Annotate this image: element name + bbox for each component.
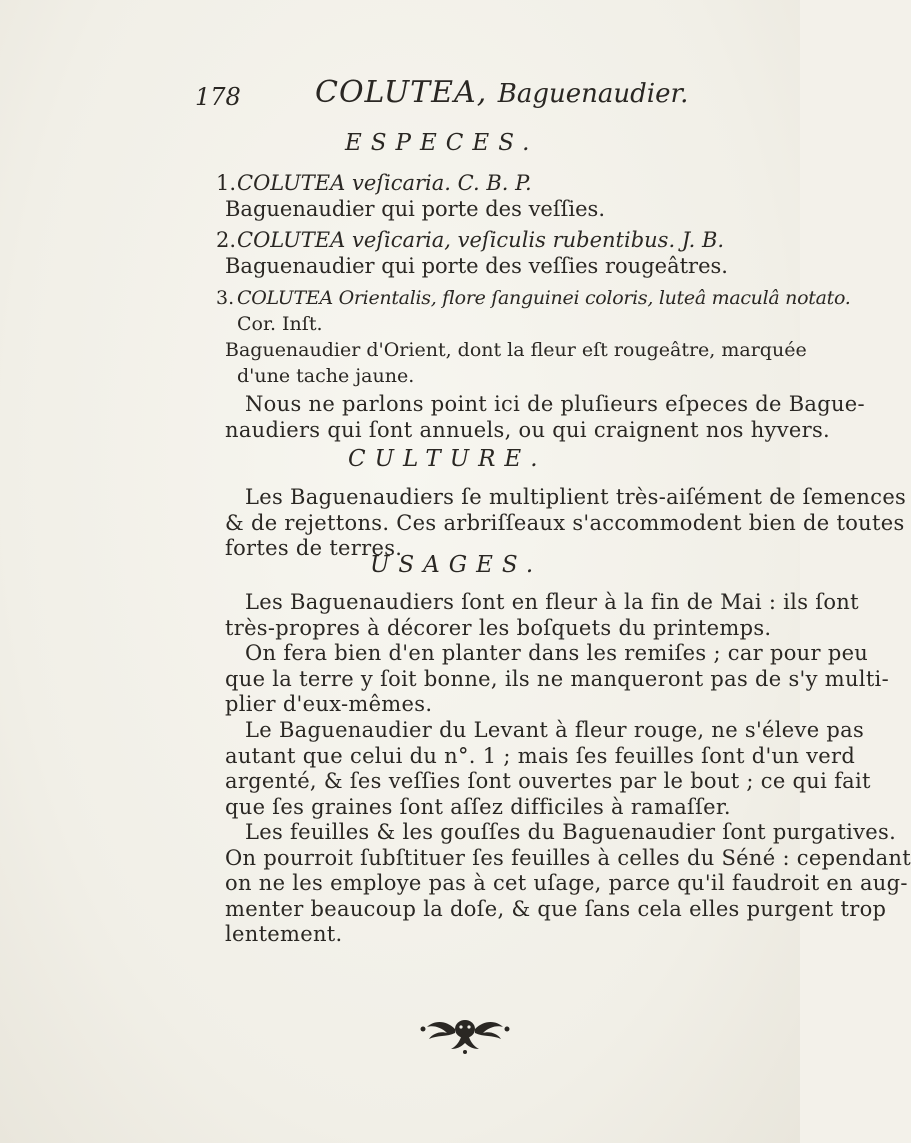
text-line: naudiers qui ſont annuels, ou qui craignent nos hyvers.: [225, 417, 830, 442]
entry-french-name: Baguenaudier qui porte des veſſies.: [225, 197, 605, 221]
text-line: Le Baguenaudier du Levant à fleur rouge, ne s'éleve pas: [245, 718, 865, 742]
species-entry-1: [216, 170, 765, 222]
paragraph-culture: [225, 485, 907, 562]
entry-number: 1.: [216, 171, 237, 195]
entry-latin-name: COLUTEA veſicaria, veſiculis rubentibus. J. B.: [237, 228, 725, 252]
entry-latin-name: COLUTEA Orientalis, flore ſanguinei coloris, luteâ maculâ notato.: [237, 287, 851, 309]
text-line: On fera bien d'en planter dans les remiſes ; car pour peu: [245, 641, 869, 665]
entry-number: 2.: [216, 228, 237, 252]
text-line: menter beaucoup la doſe, & que ſans cela elles purgent trop: [225, 896, 887, 921]
paragraph-usages-1: [225, 590, 859, 641]
entry-number: 3.: [216, 287, 235, 309]
text-line: on ne les employe pas à cet uſage, parce qu'il faudroit en aug-: [225, 871, 908, 895]
species-entry-2: [216, 227, 765, 279]
paragraph-nous: [225, 392, 865, 443]
text-line: que la terre y ſoit bonne, ils ne manqueront pas de s'y multi-: [225, 666, 889, 691]
paragraph-usages-4: [225, 820, 911, 948]
text-line: très-propres à décorer les boſquets du printemps.: [225, 615, 772, 640]
running-head: [315, 75, 688, 110]
entry-french-name: Baguenaudier d'Orient, dont la fleur eſt rougeâtre, marquée: [225, 339, 807, 361]
section-title-especes: ESPECES.: [345, 130, 539, 156]
fleuron-icon: [415, 1015, 515, 1055]
running-head-subtitle: Baguenaudier.: [497, 79, 689, 109]
entry-latin-name: COLUTEA veſicaria. C. B. P.: [237, 171, 532, 195]
entry-french-name-cont: d'une tache jaune.: [237, 365, 415, 387]
section-title-usages: USAGES.: [370, 552, 543, 578]
entry-french-name: Baguenaudier qui porte des veſſies rougeâtres.: [225, 254, 728, 278]
text-line: fortes de terres.: [225, 536, 403, 560]
entry-author: Cor. Inſt.: [237, 313, 323, 335]
text-line: autant que celui du n°. 1 ; mais ſes feuilles ſont d'un verd: [225, 743, 856, 768]
text-line: que ſes graines ſont aſſez difficiles à ramaſſer.: [225, 794, 731, 819]
text-line: Les Baguenaudiers ſont en fleur à la fin de Mai : ils ſont: [245, 590, 859, 614]
text-line: & de rejettons. Ces arbriſſeaux s'accommodent bien de toutes: [225, 510, 905, 535]
text-line: On pourroit ſubſtituer ſes feuilles à celles du Séné : cependant: [225, 845, 911, 870]
species-entry-3: [216, 285, 851, 389]
text-line: plier d'eux-mêmes.: [225, 692, 433, 716]
paragraph-usages-3: [225, 718, 871, 820]
page-header: [195, 75, 755, 115]
text-line: Les Baguenaudiers ſe multiplient très-aiſément de ſemences: [245, 485, 907, 509]
page-number: 178: [195, 83, 241, 111]
paragraph-usages-2: [225, 641, 889, 718]
text-line: Nous ne parlons point ici de pluſieurs eſpeces de Bague-: [245, 392, 865, 416]
text-line: Les feuilles & les gouſſes du Baguenaudier ſont purgatives.: [245, 820, 897, 844]
text-line: lentement.: [225, 922, 343, 946]
text-line: argenté, & ſes veſſies ſont ouvertes par le bout ; ce qui fait: [225, 769, 871, 793]
section-title-culture: CULTURE.: [348, 446, 547, 472]
running-head-title: COLUTEA,: [315, 75, 488, 110]
